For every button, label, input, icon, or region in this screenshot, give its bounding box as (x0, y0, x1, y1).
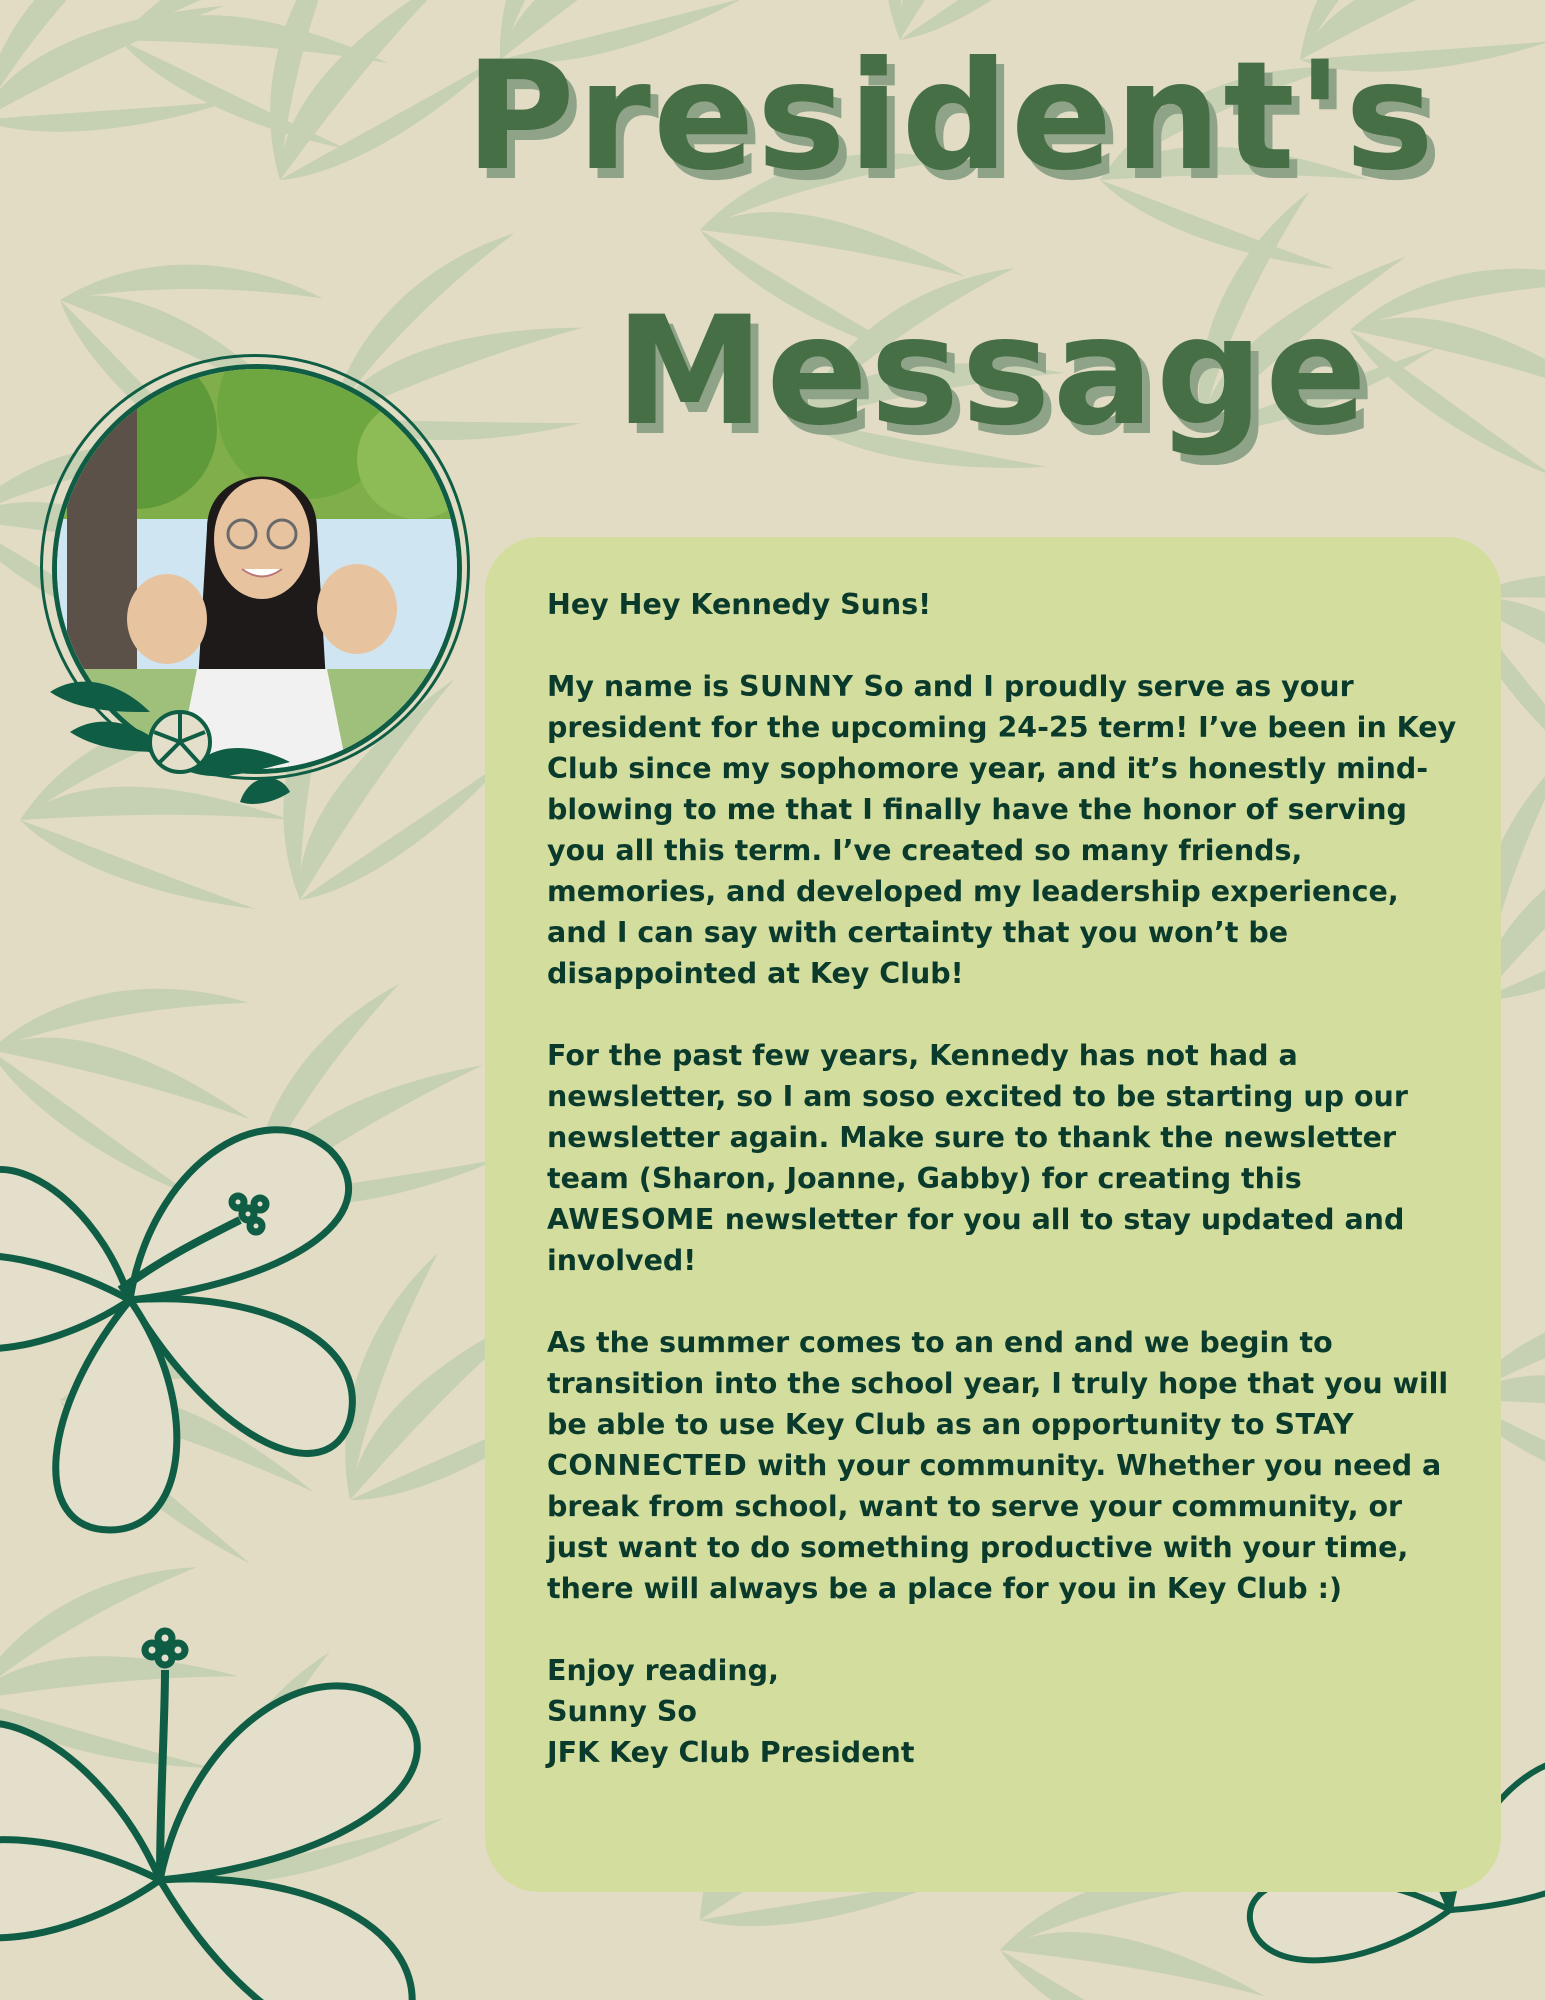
president-photo-frame (40, 352, 480, 812)
highlight-sunny: SUNNY (739, 670, 854, 703)
signature-name: Sunny So (547, 1695, 698, 1728)
message-paragraph-2: For the past few years, Kennedy has not had a newsletter, so I am soso excited to be starting up our newsletter again. Make sure to thank the newsletter team (Sharon, Joanne, Gabby) for creating this AWESOME newsletter for you all to stay updated and involved! (547, 1039, 1408, 1277)
page-title-line-2: Message (615, 285, 1369, 459)
signature-title: JFK Key Club President (547, 1736, 915, 1769)
message-paragraph-3: As the summer comes to an end and we begin to transition into the school year, I truly hope that you will be able to use Key Club as an opportunity to STAY CONNECTED with your community. Whether you need a break from school, want to serve your community, or just want to do something productive with your time, there will always be a place for you in Key Club :) (547, 1326, 1449, 1605)
highlight-stay-connected: STAY CONNECTED (547, 1408, 1355, 1482)
page-title-line-1: President's (465, 30, 1437, 204)
president-message (547, 584, 1467, 1773)
closing-line: Enjoy reading, (547, 1654, 779, 1687)
tropical-leaves-decoration (40, 652, 300, 812)
hibiscus-flower-left (0, 1130, 352, 1530)
greeting: Hey Hey Kennedy Suns! (547, 588, 932, 621)
message-paragraph-1: My name is SUNNY So and I proudly serve as your president for the upcoming 24-25 term! I’ve been in Key Club since my sophomore year, and it’s honestly mind-blowing to me that I finally have the honor of serving you all this term. I’ve created so many friends, memories, and developed my leadership experience, and I can say with certainty that you won’t be disappointed at Key Club! (547, 670, 1457, 990)
highlight-awesome: AWESOME (547, 1203, 715, 1236)
